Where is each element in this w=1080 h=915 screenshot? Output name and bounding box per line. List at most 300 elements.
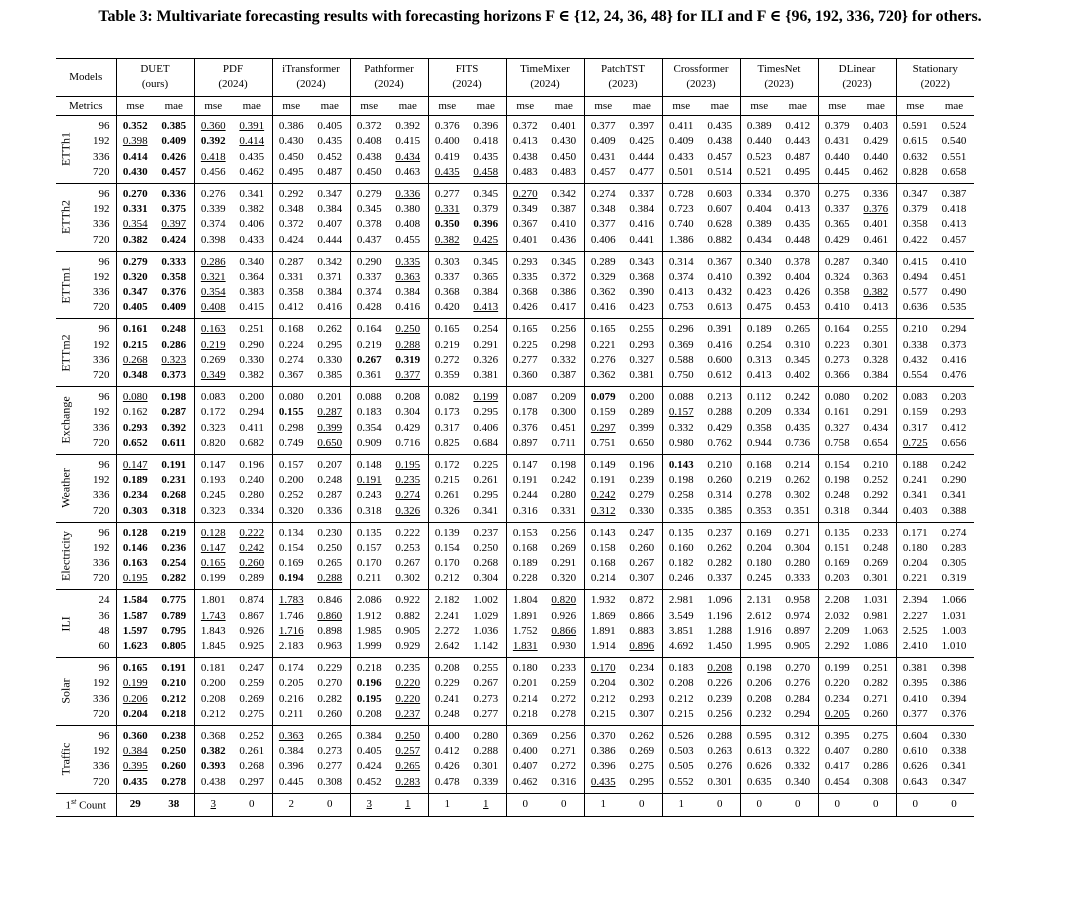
metric-value: 0.524 bbox=[934, 116, 974, 135]
metric-value: 0.376 bbox=[428, 116, 466, 135]
metric-value: 0.267 bbox=[466, 676, 506, 691]
metric-value: 0.247 bbox=[232, 658, 272, 677]
metric-value: 0.457 bbox=[700, 149, 740, 164]
metric-value: 0.453 bbox=[778, 300, 818, 319]
metric-value: 0.242 bbox=[544, 473, 584, 488]
table-row bbox=[56, 759, 974, 774]
metric-value: 0.577 bbox=[902, 286, 928, 299]
table-row bbox=[56, 691, 974, 706]
metric-value: 2.131 bbox=[740, 590, 778, 609]
metric-value: 0.261 bbox=[232, 744, 272, 759]
metric-value: 0.160 bbox=[668, 541, 694, 554]
metric-value: 0.339 bbox=[466, 774, 506, 793]
metric-value: 0.341 bbox=[902, 489, 928, 502]
model-name: Pathformer bbox=[350, 59, 428, 78]
metric-value: 0.898 bbox=[310, 624, 350, 639]
metric-value: 0.269 bbox=[232, 691, 272, 706]
metric-value: 0.246 bbox=[668, 572, 694, 585]
metric-value: 0.476 bbox=[941, 369, 967, 381]
metric-value: 0.151 bbox=[824, 541, 850, 554]
metric-value: 0.293 bbox=[622, 691, 662, 706]
metric-value: 0.277 bbox=[428, 183, 466, 202]
metric-value: 0.372 bbox=[544, 270, 584, 285]
caption-label: Table 3: bbox=[98, 8, 153, 25]
metric-value: 0.429 bbox=[856, 134, 896, 149]
metric-value: 0.262 bbox=[310, 319, 350, 338]
metric-value: 0.248 bbox=[824, 489, 850, 502]
metric-value: 2.612 bbox=[746, 609, 772, 622]
metric-value: 3.851 bbox=[668, 624, 694, 637]
metric-value: 0.256 bbox=[544, 725, 584, 744]
metric-value: 0.222 bbox=[388, 522, 428, 541]
table-row bbox=[56, 337, 974, 352]
metric-value: 0.202 bbox=[856, 387, 896, 406]
horizon: 96 bbox=[76, 454, 116, 473]
metric-value: 0.171 bbox=[896, 522, 934, 541]
metric-value: 0.409 bbox=[154, 134, 194, 149]
metric-name: mse bbox=[272, 97, 310, 116]
metric-value: 0.254 bbox=[154, 556, 194, 571]
metric-value: 0.925 bbox=[232, 639, 272, 658]
metric-value: 0.260 bbox=[622, 541, 662, 556]
metric-value: 0.411 bbox=[232, 420, 272, 435]
metric-value: 0.396 bbox=[590, 760, 616, 773]
table-row bbox=[56, 353, 974, 368]
metric-value: 0.398 bbox=[122, 135, 148, 148]
dataset-name bbox=[56, 725, 76, 793]
metric-value: 0.290 bbox=[232, 337, 272, 352]
metric-value: 0.194 bbox=[278, 572, 304, 585]
metric-value: 0.410 bbox=[700, 270, 740, 285]
model-name: TimeMixer bbox=[506, 59, 584, 78]
metric-value: 0.225 bbox=[512, 338, 538, 351]
metric-value: 1.086 bbox=[856, 639, 896, 658]
metric-value: 0.298 bbox=[278, 421, 304, 434]
table-row bbox=[56, 556, 974, 571]
metric-value: 0.391 bbox=[232, 116, 272, 135]
metric-value: 0.626 bbox=[902, 760, 928, 773]
metric-value: 0.290 bbox=[350, 251, 388, 270]
metric-value: 0.436 bbox=[544, 232, 584, 251]
metric-value: 0.293 bbox=[622, 337, 662, 352]
metric-value: 0.716 bbox=[388, 436, 428, 455]
metric-value: 0.079 bbox=[584, 387, 622, 406]
metric-value: 0.376 bbox=[512, 421, 538, 434]
metric-value: 0.416 bbox=[941, 353, 967, 366]
metric-value: 0.429 bbox=[700, 420, 740, 435]
dataset-label: ETTm2 bbox=[58, 333, 73, 372]
metric-value: 0.431 bbox=[590, 150, 616, 163]
metric-value: 0.438 bbox=[356, 150, 382, 163]
metric-name: mae bbox=[622, 97, 662, 116]
metric-value: 0.294 bbox=[232, 405, 272, 420]
metric-value: 0.477 bbox=[622, 165, 662, 184]
metric-value: 0.198 bbox=[544, 454, 584, 473]
metric-value: 0.341 bbox=[232, 183, 272, 202]
metric-value: 0.450 bbox=[544, 149, 584, 164]
metric-value: 0.180 bbox=[902, 541, 928, 554]
metric-value: 0.280 bbox=[466, 725, 506, 744]
metric-value: 1.746 bbox=[278, 609, 304, 622]
metric-value: 0.334 bbox=[740, 183, 778, 202]
dataset-name bbox=[56, 590, 76, 658]
metric-value: 0.415 bbox=[896, 251, 934, 270]
metric-value: 0.414 bbox=[232, 134, 272, 149]
metric-value: 0.280 bbox=[856, 744, 896, 759]
metric-value: 0.341 bbox=[466, 503, 506, 522]
metric-value: 0.377 bbox=[584, 116, 622, 135]
metric-value: 0.963 bbox=[310, 639, 350, 658]
metric-value: 0.209 bbox=[746, 406, 772, 419]
metric-value: 0.552 bbox=[668, 775, 694, 788]
metric-value: 0.201 bbox=[310, 387, 350, 406]
dataset-name bbox=[56, 319, 76, 387]
table-row bbox=[56, 707, 974, 726]
metric-value: 0.379 bbox=[818, 116, 856, 135]
metric-value: 0.391 bbox=[700, 319, 740, 338]
metric-value: 0.267 bbox=[356, 353, 382, 366]
metric-value: 1.743 bbox=[200, 609, 226, 622]
metric-value: 0.262 bbox=[622, 725, 662, 744]
metric-value: 0.349 bbox=[200, 369, 226, 381]
metric-value: 0.896 bbox=[622, 639, 662, 658]
metric-value: 0.475 bbox=[746, 301, 772, 314]
metric-value: 0.270 bbox=[310, 676, 350, 691]
metric-value: 0.360 bbox=[194, 116, 232, 135]
table-row bbox=[56, 744, 974, 759]
metric-value: 0.361 bbox=[356, 369, 382, 381]
table-row bbox=[56, 285, 974, 300]
metric-value: 0.135 bbox=[350, 522, 388, 541]
metric-value: 0.974 bbox=[778, 608, 818, 623]
count-value: 0 bbox=[622, 793, 662, 816]
metric-value: 0.455 bbox=[388, 232, 428, 251]
metric-value: 0.275 bbox=[856, 725, 896, 744]
metric-value: 0.331 bbox=[544, 503, 584, 522]
metric-value: 2.208 bbox=[818, 590, 856, 609]
metric-name: mae bbox=[700, 97, 740, 116]
metric-value: 0.268 bbox=[466, 556, 506, 571]
metric-value: 0.300 bbox=[544, 405, 584, 420]
metric-value: 0.212 bbox=[590, 692, 616, 705]
metric-value: 0.302 bbox=[388, 571, 428, 590]
metric-value: 0.205 bbox=[824, 707, 850, 720]
model-year: (2024) bbox=[428, 77, 506, 97]
table-row bbox=[56, 590, 974, 609]
metric-value: 0.380 bbox=[388, 202, 428, 217]
metric-value: 0.413 bbox=[466, 300, 506, 319]
metric-value: 0.240 bbox=[232, 473, 272, 488]
metric-value: 0.382 bbox=[122, 233, 148, 246]
model-year: (2024) bbox=[272, 77, 350, 97]
metric-value: 0.632 bbox=[902, 150, 928, 163]
metric-value: 0.207 bbox=[310, 454, 350, 473]
metric-value: 0.736 bbox=[778, 436, 818, 455]
metric-value: 0.349 bbox=[512, 203, 538, 216]
metric-value: 0.383 bbox=[232, 285, 272, 300]
metric-value: 0.253 bbox=[388, 541, 428, 556]
metric-value: 2.394 bbox=[896, 590, 934, 609]
metric-value: 0.418 bbox=[941, 203, 967, 216]
metric-value: 0.388 bbox=[941, 504, 967, 517]
metric-value: 0.293 bbox=[122, 421, 148, 434]
metric-value: 0.291 bbox=[856, 405, 896, 420]
metric-value: 0.183 bbox=[662, 658, 700, 677]
metric-value: 0.365 bbox=[824, 218, 850, 231]
metric-value: 0.643 bbox=[902, 775, 928, 788]
metric-value: 0.930 bbox=[544, 639, 584, 658]
metric-value: 1.843 bbox=[200, 624, 226, 637]
metric-value: 0.410 bbox=[824, 301, 850, 314]
dataset-label: Weather bbox=[58, 468, 73, 508]
metric-value: 0.276 bbox=[194, 183, 232, 202]
metric-value: 0.444 bbox=[622, 149, 662, 164]
metric-value: 0.434 bbox=[856, 420, 896, 435]
metric-value: 0.157 bbox=[356, 541, 382, 554]
metric-value: 0.251 bbox=[232, 319, 272, 338]
metric-value: 0.378 bbox=[778, 251, 818, 270]
metric-value: 0.236 bbox=[154, 541, 194, 556]
metric-value: 0.354 bbox=[122, 218, 148, 231]
metric-value: 0.384 bbox=[122, 745, 148, 758]
metric-value: 2.642 bbox=[434, 640, 460, 652]
metric-value: 0.535 bbox=[941, 301, 967, 314]
metric-value: 0.080 bbox=[818, 387, 856, 406]
metric-value: 0.762 bbox=[700, 436, 740, 455]
horizon: 336 bbox=[76, 217, 116, 232]
metric-value: 2.209 bbox=[824, 624, 850, 637]
metric-value: 0.358 bbox=[154, 270, 194, 285]
metric-value: 0.204 bbox=[122, 707, 148, 720]
metric-value: 0.335 bbox=[668, 504, 694, 517]
metric-value: 0.374 bbox=[668, 270, 694, 283]
metric-value: 0.337 bbox=[824, 203, 850, 216]
metric-value: 0.345 bbox=[466, 251, 506, 270]
metric-value: 0.239 bbox=[622, 473, 662, 488]
metric-value: 0.367 bbox=[700, 251, 740, 270]
metric-value: 0.210 bbox=[154, 676, 194, 691]
metric-value: 0.244 bbox=[512, 489, 538, 502]
metric-value: 0.232 bbox=[746, 707, 772, 720]
horizon: 192 bbox=[76, 134, 116, 149]
metric-name: mse bbox=[506, 97, 544, 116]
metric-value: 0.434 bbox=[388, 149, 428, 164]
metric-value: 0.294 bbox=[778, 707, 818, 726]
metric-value: 0.370 bbox=[584, 725, 622, 744]
metric-value: 0.413 bbox=[512, 135, 538, 148]
metric-value: 0.329 bbox=[590, 270, 616, 283]
metric-value: 0.358 bbox=[746, 421, 772, 434]
metric-value: 0.926 bbox=[544, 608, 584, 623]
model-name: DLinear bbox=[818, 59, 896, 78]
metric-value: 0.458 bbox=[466, 165, 506, 184]
metric-value: 0.289 bbox=[584, 251, 622, 270]
metric-value: 0.411 bbox=[662, 116, 700, 135]
metric-value: 0.650 bbox=[622, 436, 662, 455]
metric-value: 0.191 bbox=[154, 454, 194, 473]
metric-value: 0.354 bbox=[200, 286, 226, 299]
metric-value: 0.215 bbox=[122, 338, 148, 351]
metric-value: 0.208 bbox=[200, 692, 226, 705]
metric-value: 0.225 bbox=[466, 454, 506, 473]
metric-value: 1.916 bbox=[746, 624, 772, 637]
metric-value: 0.350 bbox=[434, 218, 460, 231]
metric-value: 0.371 bbox=[310, 270, 350, 285]
metric-value: 0.828 bbox=[902, 165, 928, 178]
metric-value: 0.219 bbox=[746, 474, 772, 487]
table-row bbox=[56, 420, 974, 435]
metric-value: 0.409 bbox=[154, 300, 194, 319]
metric-value: 0.215 bbox=[668, 707, 694, 720]
metric-value: 0.250 bbox=[154, 744, 194, 759]
metric-value: 0.402 bbox=[778, 368, 818, 387]
metric-value: 0.268 bbox=[232, 759, 272, 774]
table-row bbox=[56, 183, 974, 202]
metric-value: 0.135 bbox=[818, 522, 856, 541]
metric-value: 0.172 bbox=[428, 454, 466, 473]
metric-value: 0.369 bbox=[506, 725, 544, 744]
metric-value: 0.412 bbox=[434, 745, 460, 758]
metric-value: 0.377 bbox=[590, 218, 616, 231]
metric-value: 0.275 bbox=[818, 183, 856, 202]
metric-value: 0.262 bbox=[778, 473, 818, 488]
metric-value: 0.254 bbox=[466, 319, 506, 338]
dataset-name bbox=[56, 454, 76, 522]
horizon: 336 bbox=[76, 353, 116, 368]
metric-value: 1.096 bbox=[700, 590, 740, 609]
metric-value: 0.322 bbox=[778, 744, 818, 759]
metric-value: 0.198 bbox=[154, 387, 194, 406]
metric-value: 0.279 bbox=[622, 488, 662, 503]
metric-value: 0.304 bbox=[778, 541, 818, 556]
metric-name: mse bbox=[740, 97, 778, 116]
metric-value: 0.193 bbox=[200, 474, 226, 487]
metric-value: 0.386 bbox=[544, 285, 584, 300]
metric-value: 0.514 bbox=[700, 165, 740, 184]
metric-value: 1.036 bbox=[466, 624, 506, 639]
dataset-name bbox=[56, 116, 76, 184]
table-row bbox=[56, 639, 974, 658]
metric-name: mae bbox=[388, 97, 428, 116]
metric-value: 2.032 bbox=[824, 609, 850, 622]
metric-value: 0.365 bbox=[466, 270, 506, 285]
metric-value: 0.200 bbox=[232, 387, 272, 406]
metric-value: 0.353 bbox=[746, 504, 772, 517]
metric-value: 0.454 bbox=[824, 775, 850, 788]
metric-value: 0.450 bbox=[278, 150, 304, 163]
metric-value: 0.276 bbox=[590, 353, 616, 366]
table-caption bbox=[0, 6, 1080, 26]
count-value: 1 bbox=[584, 793, 622, 816]
horizon: 192 bbox=[76, 541, 116, 556]
table-row bbox=[56, 454, 974, 473]
table-row bbox=[56, 149, 974, 164]
metric-value: 1.002 bbox=[466, 590, 506, 609]
metric-value: 0.393 bbox=[200, 760, 226, 773]
metric-value: 1.597 bbox=[122, 624, 148, 637]
metric-value: 0.337 bbox=[700, 571, 740, 590]
metric-value: 0.168 bbox=[590, 557, 616, 570]
metric-value: 0.366 bbox=[824, 369, 850, 381]
dataset-name bbox=[56, 183, 76, 251]
metric-value: 0.604 bbox=[896, 725, 934, 744]
metric-value: 0.860 bbox=[310, 608, 350, 623]
metric-value: 0.406 bbox=[466, 420, 506, 435]
horizon: 192 bbox=[76, 744, 116, 759]
metric-value: 0.370 bbox=[778, 183, 818, 202]
metric-value: 0.385 bbox=[700, 503, 740, 522]
metric-value: 0.981 bbox=[856, 608, 896, 623]
metric-value: 0.272 bbox=[544, 759, 584, 774]
metric-value: 0.220 bbox=[388, 676, 428, 691]
metric-value: 0.398 bbox=[200, 233, 226, 246]
metric-value: 0.820 bbox=[200, 436, 226, 449]
table-row bbox=[56, 608, 974, 623]
metric-value: 0.448 bbox=[778, 232, 818, 251]
metric-value: 0.413 bbox=[668, 286, 694, 299]
metric-value: 0.319 bbox=[941, 572, 967, 585]
metric-value: 1.386 bbox=[668, 233, 694, 246]
metric-value: 0.425 bbox=[466, 232, 506, 251]
metric-value: 0.164 bbox=[350, 319, 388, 338]
count-value: 38 bbox=[154, 793, 194, 816]
table-row bbox=[56, 436, 974, 455]
metric-value: 0.172 bbox=[200, 406, 226, 419]
metric-value: 0.245 bbox=[200, 489, 226, 502]
metric-value: 0.233 bbox=[544, 658, 584, 677]
metric-value: 0.376 bbox=[154, 285, 194, 300]
metric-value: 0.320 bbox=[278, 504, 304, 517]
metric-value: 0.381 bbox=[466, 368, 506, 387]
metric-value: 0.200 bbox=[200, 677, 226, 690]
metric-value: 0.208 bbox=[388, 387, 428, 406]
metric-value: 0.410 bbox=[902, 692, 928, 705]
metric-value: 1.801 bbox=[194, 590, 232, 609]
metric-value: 0.418 bbox=[200, 150, 226, 163]
metric-value: 0.287 bbox=[310, 405, 350, 420]
count-value: 0 bbox=[232, 793, 272, 816]
metric-value: 0.437 bbox=[356, 233, 382, 246]
metric-value: 0.825 bbox=[434, 436, 460, 449]
metric-value: 0.161 bbox=[116, 319, 154, 338]
horizon: 336 bbox=[76, 691, 116, 706]
metric-value: 0.338 bbox=[941, 745, 967, 758]
metric-value: 0.165 bbox=[116, 658, 154, 677]
metric-value: 0.435 bbox=[778, 420, 818, 435]
metric-value: 0.295 bbox=[622, 774, 662, 793]
metric-value: 0.165 bbox=[584, 319, 622, 338]
metric-value: 0.162 bbox=[122, 406, 148, 419]
metric-value: 0.237 bbox=[388, 707, 428, 726]
dataset-name bbox=[56, 522, 76, 590]
metric-value: 0.210 bbox=[700, 454, 740, 473]
metric-value: 0.363 bbox=[856, 270, 896, 285]
metric-value: 0.230 bbox=[310, 522, 350, 541]
metric-value: 0.277 bbox=[466, 707, 506, 726]
metric-value: 0.318 bbox=[824, 504, 850, 517]
metric-value: 1.891 bbox=[590, 624, 616, 637]
metric-value: 0.723 bbox=[668, 203, 694, 216]
metric-value: 0.740 bbox=[668, 218, 694, 231]
dataset-label: Exchange bbox=[58, 396, 73, 445]
metric-value: 0.280 bbox=[232, 488, 272, 503]
metric-value: 0.310 bbox=[778, 337, 818, 352]
metric-value: 0.328 bbox=[856, 353, 896, 368]
metric-value: 0.363 bbox=[272, 725, 310, 744]
metric-value: 0.274 bbox=[388, 488, 428, 503]
metric-value: 0.183 bbox=[356, 406, 382, 419]
metric-value: 0.204 bbox=[590, 677, 616, 690]
